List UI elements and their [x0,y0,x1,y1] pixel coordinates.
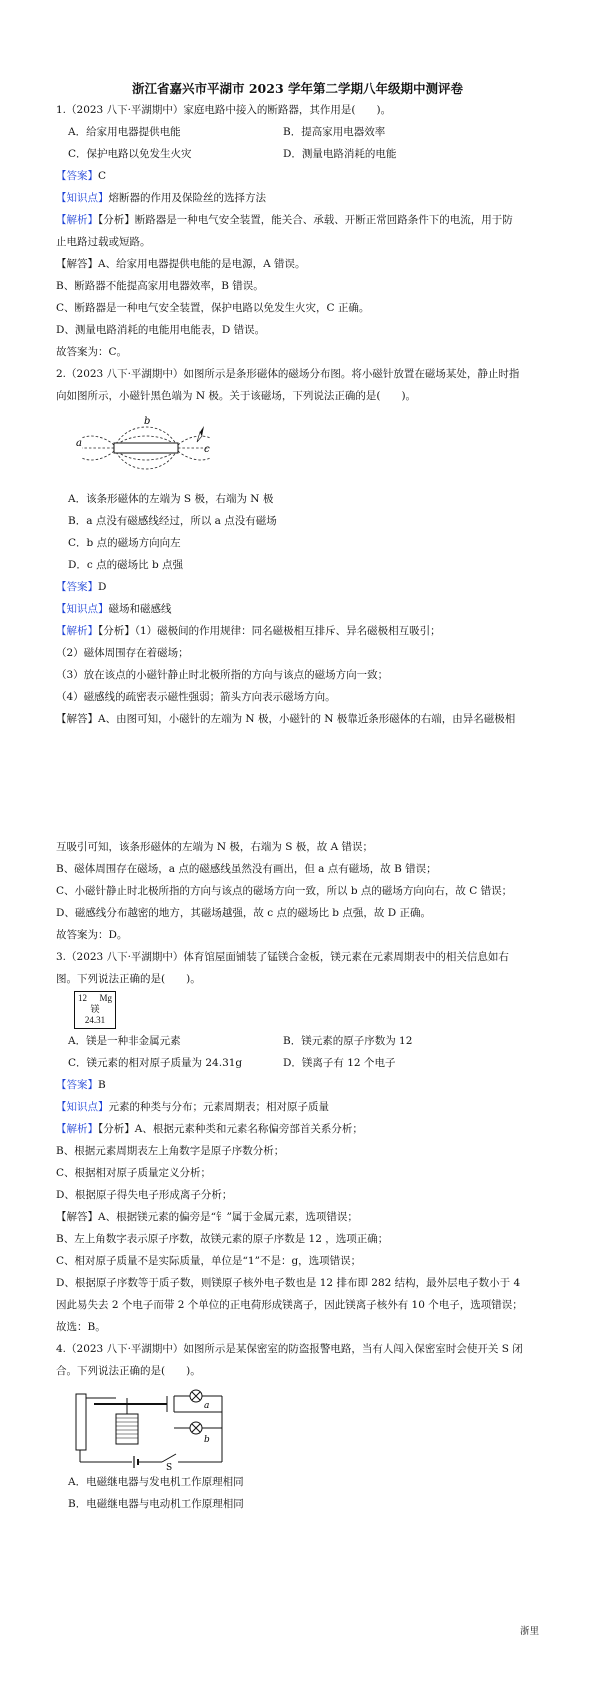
q3-knowledge-point: 【知识点】元素的种类与分布；元素周期表；相对原子质量 [56,1101,329,1113]
q1-option-c: C．保护电路以免发生火灾 [68,148,192,160]
page-title: 浙江省嘉兴市平湖市 2023 学年第二学期八年级期中测评卷 [132,81,463,96]
q1-option-a: A．给家用电器提供电能 [68,126,181,138]
circuit-label-b: b [204,1435,210,1445]
q2-analysis-line1: 【解析】【分析】（1）磁极间的作用规律：同名磁极相互排斥、异名磁极相互吸引； [56,625,441,637]
q2-solution-d: D、磁感线分布越密的地方，其磁场越强，故 c 点的磁场比 b 点强，故 D 正确。 [56,907,431,919]
q2-stem-line2: 向如图所示，小磁针黑色端为 N 极。关于该磁场，下列说法正确的是( )。 [56,390,417,402]
element-cell-magnesium [74,991,116,1029]
q3-solution-d: D、根据原子序数等于质子数，则镁原子核外电子数也是 12 排布即 282 结构，最外层电子数小于 4 [56,1277,521,1289]
q1-answer: 【答案】C [56,170,107,182]
q1-knowledge-point: 【知识点】熔断器的作用及保险丝的选择方法 [56,192,266,204]
q3-analysis-line2: B、根据元素周期表左上角数字是原子序数分析； [56,1145,285,1157]
circuit-label-a: a [204,1401,210,1411]
q1-solution-c: C、断路器是一种电气安全装置，保护电路以免发生火灾，C 正确。 [56,302,370,314]
q3-analysis-line3: C、根据相对原子质量定义分析； [56,1167,212,1179]
figure-label-c: c [204,444,210,455]
q2-analysis-line4: （4）磁感线的疏密表示磁性强弱；箭头方向表示磁场方向。 [56,691,336,703]
q2-final: 故答案为：D。 [56,929,128,941]
q3-stem-line1: 3.（2023 八下·平湖期中）体育馆屋面铺装了锰镁合金板，镁元素在元素周期表中的相关信息如右 [56,951,509,963]
q2-option-c: C．b 点的磁场方向向左 [68,537,181,549]
q2-option-d: D．c 点的磁场比 b 点强 [68,559,184,571]
q1-analysis-line1: 【解析】【分析】断路器是一种电气安全装置，能关合、承载、开断正常回路条件下的电流，用于防 [56,214,513,226]
q2-solution-b: B、磁体周围存在磁场，a 点的磁感线虽然没有画出，但 a 点有磁场，故 B 错误； [56,863,437,875]
element-name: 镁 [90,1004,100,1014]
q2-option-a: A．该条形磁体的左端为 S 极，右端为 N 极 [68,493,274,505]
q1-option-b: B．提高家用电器效率 [283,126,386,138]
q3-option-d: D．镁离子有 12 个电子 [283,1057,396,1069]
q4-stem-line1: 4.（2023 八下·平湖期中）如图所示是某保密室的防盗报警电路，当有人闯入保密室时会使开关 S 闭 [56,1343,523,1355]
q3-stem-line2: 图。下列说法正确的是( )。 [56,973,201,985]
page-footer: 浙里 [520,1626,540,1637]
q2-option-b: B．a 点没有磁感线经过，所以 a 点没有磁场 [68,515,277,527]
q1-stem: 1.（2023 八下·平湖期中）家庭电路中接入的断路器，其作用是( )。 [56,104,392,116]
q2-analysis-line2: （2）磁体周围存在着磁场； [56,647,189,659]
circuit-label-s: S [166,1463,173,1470]
q3-solution-c: C、相对原子质量不是实际质量，单位是“1”不是：g，选项错误； [56,1255,362,1267]
q1-final: 故答案为：C。 [56,346,128,358]
q1-solution-b: B、断路器不能提高家用电器效率，B 错误。 [56,280,264,292]
q1-solution-d: D、测量电路消耗的电能用电能表，D 错误。 [56,324,266,336]
q1-solution-a: 【解答】A、给家用电器提供电能的是电源，A 错误。 [56,258,306,270]
q2-analysis-line3: （3）放在该点的小磁针静止时北极所指的方向与该点的磁场方向一致； [56,669,389,681]
q3-analysis-line1: 【解析】【分析】A、根据元素种类和元素名称偏旁部首关系分析； [56,1123,363,1135]
q3-solution-a: 【解答】A、根据镁元素的偏旁是“钅”属于金属元素，选项错误； [56,1211,358,1223]
q3-option-b: B．镁元素的原子序数为 12 [283,1035,413,1047]
figure-label-a: a [76,438,82,449]
q4-option-b: B．电磁继电器与电动机工作原理相同 [68,1498,244,1510]
q1-option-d: D．测量电路消耗的电能 [283,148,397,160]
q3-solution-d-cont: 因此易失去 2 个电子而带 2 个单位的正电荷形成镁离子，因此镁离子核外有 10 个电子，选项错误； [56,1299,523,1311]
element-mass: 24.31 [84,1015,106,1025]
q2-answer: 【答案】D [56,581,107,593]
q2-solution-a-cont: 互吸引可知，该条形磁体的左端为 N 极，右端为 S 极，故 A 错误； [56,841,373,853]
q3-analysis-line4: D、根据原子得失电子形成离子分析； [56,1189,233,1201]
q3-option-c: C．镁元素的相对原子质量为 24.31g [68,1057,243,1069]
q3-answer: 【答案】B [56,1079,106,1091]
q3-final: 故选：B。 [56,1321,106,1333]
q4-option-a: A．电磁继电器与发电机工作原理相同 [68,1476,244,1488]
q3-solution-b: B、左上角数字表示原子序数，故镁元素的原子序数是 12 ，选项正确； [56,1233,389,1245]
element-number: 12 [78,993,87,1003]
q3-option-a: A．镁是一种非金属元素 [68,1035,181,1047]
figure-label-b: b [144,416,151,427]
magnet-field-figure [76,412,216,484]
q2-solution-a: 【解答】A、由图可知，小磁针的左端为 N 极，小磁针的 N 极靠近条形磁体的右端，由异名磁极相 [56,713,516,725]
q2-knowledge-point: 【知识点】磁场和磁感线 [56,603,172,615]
element-symbol: Mg [99,993,112,1003]
q1-analysis-line2: 止电路过载或短路。 [56,236,151,248]
alarm-circuit-figure [72,1384,232,1470]
q4-stem-line2: 合。下列说法正确的是( )。 [56,1365,201,1377]
q2-stem-line1: 2.（2023 八下·平湖期中）如图所示是条形磁体的磁场分布图。将小磁针放置在磁场某处，静止时指 [56,368,520,380]
q2-solution-c: C、小磁针静止时北极所指的方向与该点的磁场方向一致，所以 b 点的磁场方向向右，故 C 错误； [56,885,513,897]
